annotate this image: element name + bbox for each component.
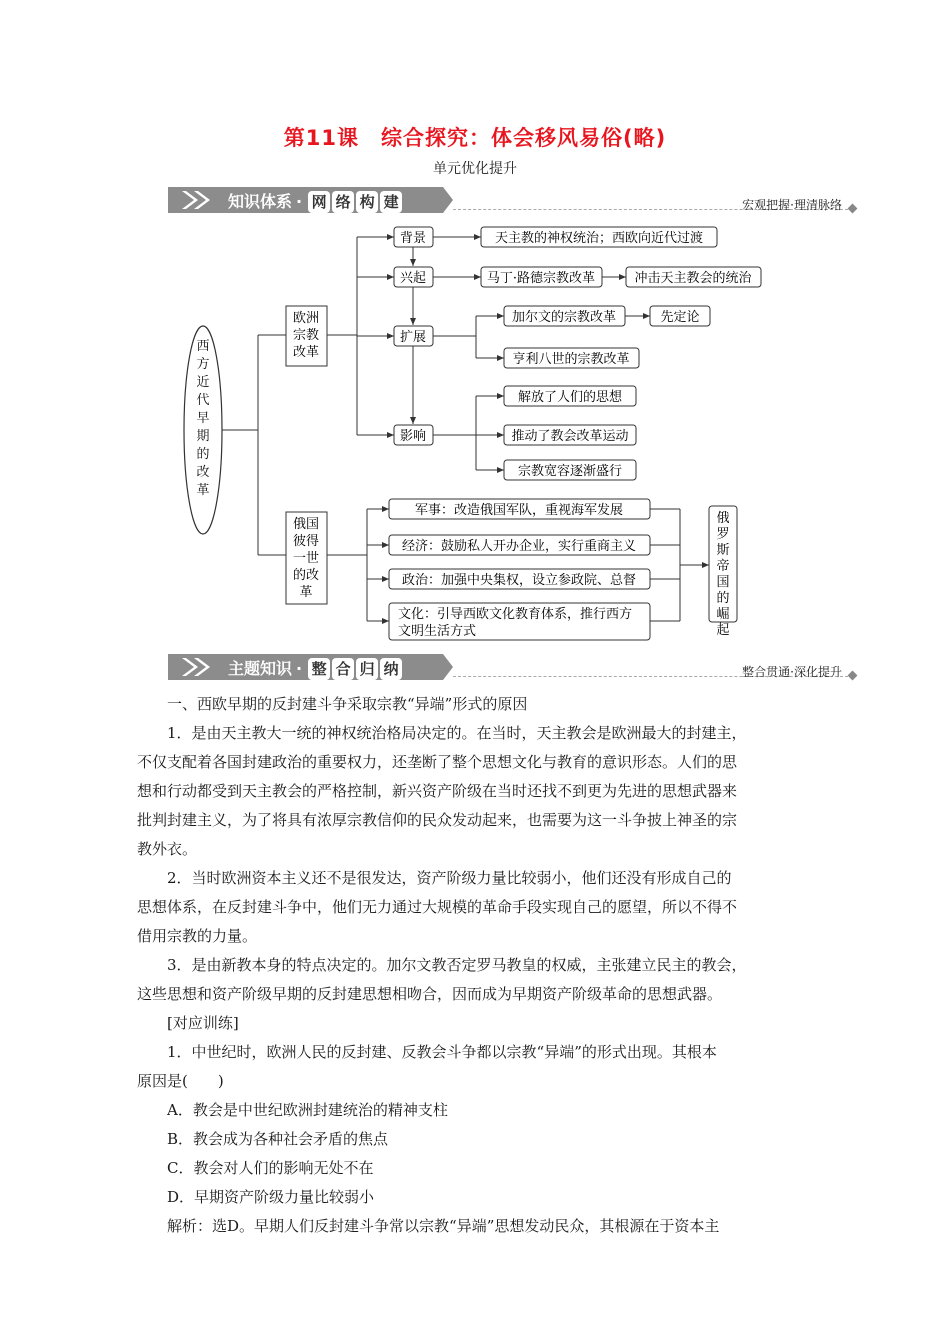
question-line: 原因是( ) bbox=[137, 1072, 224, 1090]
diagram-peter-item-label: 文明生活方式 bbox=[398, 624, 477, 639]
diagram-detail-henry-label: 亨利八世的宗教改革 bbox=[512, 352, 630, 367]
diagram-detail-calvin-label: 加尔文的宗教改革 bbox=[511, 310, 617, 325]
diagram-impact-item-label: 推动了教会改革运动 bbox=[511, 429, 629, 444]
section-banner-theme bbox=[168, 654, 858, 682]
banner-label: 主题知识 · 整 合 归 纳 bbox=[228, 656, 402, 680]
page-title bbox=[0, 122, 950, 152]
paragraph-line: 1．是由天主教大一统的神权统治格局决定的。在当时，天主教会是欧洲最大的封建主， bbox=[167, 724, 747, 742]
diagram-result-label: 俄罗斯帝国的崛起 bbox=[716, 511, 730, 638]
diamond-icon bbox=[848, 671, 858, 681]
diagram-peter-item-label: 文化：引导西欧文化教育体系，推行西方 bbox=[398, 607, 633, 622]
diagram-detail-predestination-label: 先定论 bbox=[660, 310, 700, 325]
diamond-icon bbox=[848, 204, 858, 214]
lesson-number: 第11课 bbox=[283, 126, 360, 150]
diagram-peter-item-label: 政治：加强中央集权，设立参政院、总督 bbox=[401, 573, 637, 588]
diagram-detail-impact-catholic-label: 冲击天主教会的统治 bbox=[634, 271, 752, 286]
paragraph-line: 借用宗教的力量。 bbox=[137, 927, 258, 945]
diagram-detail-background-label: 天主教的神权统治；西欧向近代过渡 bbox=[494, 231, 704, 246]
lesson-title: 综合探究：体会移风易俗(略) bbox=[381, 126, 667, 150]
option-b: B．教会成为各种社会矛盾的焦点 bbox=[167, 1130, 389, 1148]
diagram-node-background-label: 背景 bbox=[399, 231, 427, 246]
paragraph-line: 想和行动都受到天主教会的严格控制，新兴资产阶级在当时还找不到更为先进的思想武器来 bbox=[137, 782, 738, 800]
diagram-node-impact-label: 影响 bbox=[399, 429, 427, 444]
knowledge-diagram bbox=[0, 215, 950, 645]
banner-label: 知识体系 · 网 络 构 建 bbox=[228, 189, 402, 213]
exercise-heading: [对应训练] bbox=[167, 1014, 239, 1032]
paragraph-line: 3．是由新教本身的特点决定的。加尔文教否定罗马教皇的权威，主张建立民主的教会， bbox=[167, 956, 747, 974]
diagram-peter-item-label: 经济：鼓励私人开办企业，实行重商主义 bbox=[401, 539, 637, 554]
option-c: C．教会对人们的影响无处不在 bbox=[167, 1159, 374, 1177]
banner-tagline: 整合贯通·深化提升 bbox=[742, 665, 842, 679]
section-banner-knowledge bbox=[168, 187, 858, 215]
diagram-branch-peter-label: 俄国彼得一世的改革 bbox=[292, 517, 320, 600]
diagram-root-label: 西方近代早期的改革 bbox=[196, 339, 210, 498]
diagram-detail-luther-label: 马丁·路德宗教改革 bbox=[486, 271, 596, 286]
paragraph-line: 教外衣。 bbox=[137, 840, 198, 858]
paragraph-line: 批判封建主义，为了将具有浓厚宗教信仰的民众发动起来，也需要为这一斗争披上神圣的宗 bbox=[137, 811, 738, 829]
question-line: 1．中世纪时，欧洲人民的反封建、反教会斗争都以宗教“异端”的形式出现。其根本 bbox=[167, 1043, 717, 1061]
body-text bbox=[137, 690, 817, 1241]
diagram-impact-item-label: 解放了人们的思想 bbox=[517, 390, 623, 405]
paragraph-line: 思想体系，在反封建斗争中，他们无力通过大规模的革命手段实现自己的愿望，所以不得不 bbox=[137, 898, 738, 916]
section-heading: 一、西欧早期的反封建斗争采取宗教“异端”形式的原因 bbox=[167, 695, 528, 713]
paragraph-line: 不仅支配着各国封建政治的重要权力，还垄断了整个思想文化与教育的意识形态。人们的思 bbox=[137, 753, 738, 771]
option-d: D．早期资产阶级力量比较弱小 bbox=[167, 1188, 375, 1206]
answer-analysis: 解析：选D。早期人们反封建斗争常以宗教“异端”思想发动民众，其根源在于资本主 bbox=[167, 1217, 720, 1235]
diagram-peter-item-label: 军事：改造俄国军队，重视海军发展 bbox=[414, 503, 624, 518]
diagram-node-rise-label: 兴起 bbox=[399, 271, 427, 286]
diagram-impact-item-label: 宗教宽容逐渐盛行 bbox=[517, 464, 623, 479]
paragraph-line: 这些思想和资产阶级早期的反封建思想相吻合，因而成为早期资产阶级革命的思想武器。 bbox=[137, 985, 723, 1003]
diagram-branch-reformation-label: 欧洲宗教改革 bbox=[292, 311, 320, 360]
diagram-node-expand-label: 扩展 bbox=[399, 330, 427, 345]
banner-tagline: 宏观把握·理清脉络 bbox=[742, 198, 842, 212]
option-a: A．教会是中世纪欧洲封建统治的精神支柱 bbox=[167, 1101, 448, 1119]
page-subtitle: 单元优化提升 bbox=[433, 161, 517, 177]
paragraph-line: 2．当时欧洲资本主义还不是很发达，资产阶级力量比较弱小，他们还没有形成自己的 bbox=[167, 869, 732, 887]
